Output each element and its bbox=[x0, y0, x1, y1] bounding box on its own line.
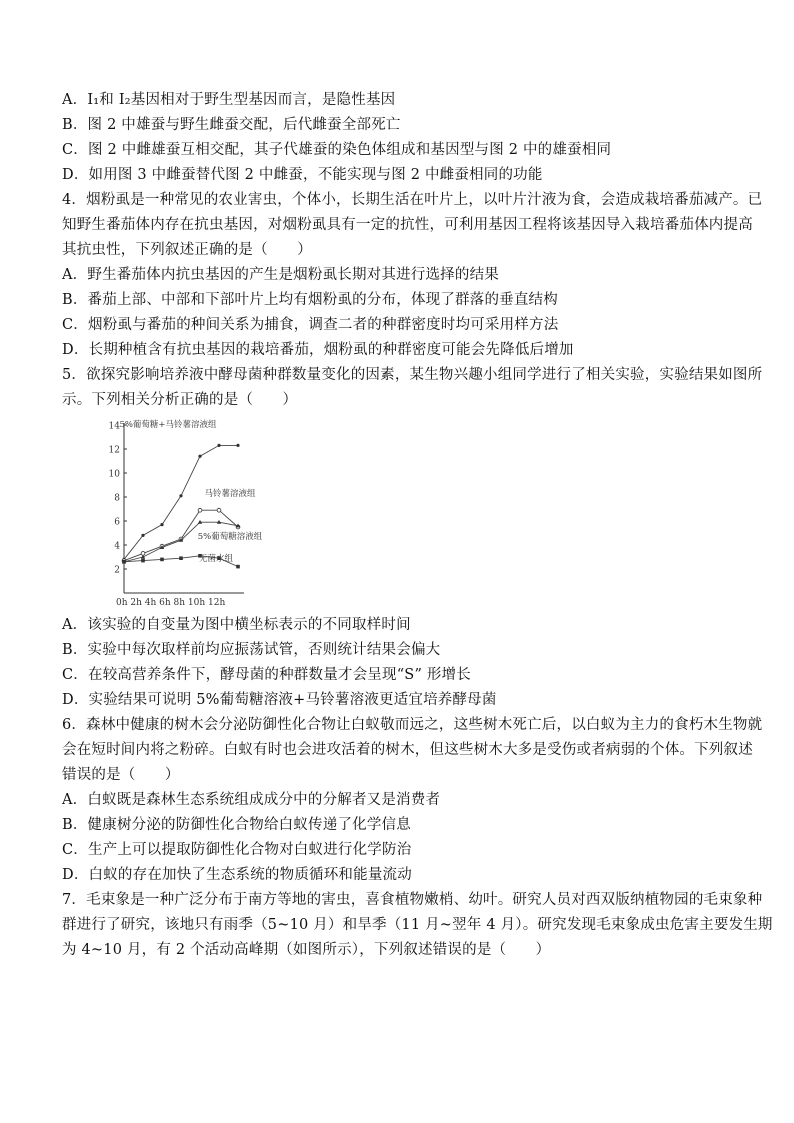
q7-stem-line: 为 4~10 月，有 2 个活动高峰期（如图所示），下列叙述错误的是（ ） bbox=[62, 942, 551, 958]
q6-option-d: D．白蚁的存在加快了生态系统的物质循环和能量流动 bbox=[62, 867, 412, 883]
q5-stem-line: 示。下列相关分析正确的是（ ） bbox=[62, 392, 298, 408]
y-tick-label: 10 bbox=[108, 469, 120, 480]
q4-option-d: D．长期种植含有抗虫基因的栽培番茄，烟粉虱的种群密度可能会先降低后增加 bbox=[62, 342, 574, 358]
data-point bbox=[236, 565, 240, 569]
x-tick-labels: 0h 2h 4h 6h 8h 10h 12h bbox=[116, 598, 226, 608]
question-7 bbox=[62, 888, 773, 963]
q7-stem-line: 群进行了研究，该地只有雨季（5~10 月）和旱季（11 月~翌年 4 月）。研究发现毛束象成虫危害主要发生期 bbox=[62, 917, 773, 933]
q6-stem-line: 会在短时间内将之粉碎。白蚁有时也会进攻活着的树木，但这些树木大多是受伤或者病弱的个体。下列叙述 bbox=[62, 742, 753, 758]
y-tick-label: 6 bbox=[114, 517, 120, 528]
question-4 bbox=[62, 188, 763, 363]
question-5 bbox=[62, 363, 763, 713]
data-point bbox=[122, 560, 126, 564]
y-tick-label: 8 bbox=[114, 493, 120, 504]
q6-stem-line: 6．森林中健康的树木会分泌防御性化合物让白蚁敬而远之，这些树木死亡后，以白蚁为主力的食朽木生物就 bbox=[62, 717, 763, 733]
data-point bbox=[198, 455, 201, 458]
q5-option-b: B．实验中每次取样前均应振荡试管，否则统计结果会偏大 bbox=[62, 642, 441, 658]
q4-stem-line: 其抗虫性，下列叙述正确的是（ ） bbox=[62, 242, 312, 258]
data-point bbox=[217, 508, 221, 512]
series-label: 5%葡萄糖+马铃薯溶液组 bbox=[119, 420, 217, 430]
q4-option-a: A．野生番茄体内抗虫基因的产生是烟粉虱长期对其进行选择的结果 bbox=[62, 267, 499, 283]
series-line bbox=[124, 445, 238, 559]
q6-option-c: C．生产上可以提取防御性化合物对白蚁进行化学防治 bbox=[62, 842, 412, 858]
q6-option-a: A．白蚁既是森林生态系统组成成分中的分解者又是消费者 bbox=[62, 792, 441, 808]
q3-options bbox=[62, 88, 742, 188]
q4-option-c: C．烟粉虱与番茄的种间关系为捕食，调查二者的种群密度时均可采用样方法 bbox=[62, 317, 559, 333]
q5-option-a: A．该实验的自变量为图中横坐标表示的不同取样时间 bbox=[62, 617, 411, 633]
y-tick-label: 14 bbox=[108, 421, 120, 432]
question-6 bbox=[62, 713, 763, 888]
q6-option-b: B．健康树分泌的防御性化合物给白蚁传递了化学信息 bbox=[62, 817, 411, 833]
data-point bbox=[179, 494, 182, 497]
data-point bbox=[160, 558, 164, 562]
q5-option-c: C．在较高营养条件下，酵母菌的种群数量才会呈现“S” 形增长 bbox=[62, 667, 471, 683]
data-point bbox=[141, 559, 145, 563]
q3-option-a: A．I₁和 I₂基因相对于野生型基因而言，是隐性基因 bbox=[62, 92, 396, 108]
q4-option-b: B．番茄上部、中部和下部叶片上均有烟粉虱的分布，体现了群落的垂直结构 bbox=[62, 292, 558, 308]
series-label: 5%葡萄糖溶液组 bbox=[197, 532, 263, 542]
q3-option-d: D．如用图 3 中雌蚕替代图 2 中雌蚕，不能实现与图 2 中雌蚕相同的功能 bbox=[62, 167, 543, 183]
q4-stem-line: 知野生番茄体内存在抗虫基因，对烟粉虱具有一定的抗性，可利用基因工程将该基因导入栽培番茄体内提高 bbox=[62, 217, 753, 233]
q4-stem-line: 4．烟粉虱是一种常见的农业害虫，个体小，长期生活在叶片上，以叶片汁液为食，会造成栽培番茄减产。已 bbox=[62, 192, 763, 208]
data-point bbox=[141, 534, 144, 537]
q3-option-c: C．图 2 中雌雄蚕互相交配，其子代雄蚕的染色体组成和基因型与图 2 中的雄蚕相同 bbox=[62, 142, 612, 158]
data-point bbox=[217, 444, 220, 447]
y-tick-label: 4 bbox=[114, 541, 120, 552]
y-tick-label: 2 bbox=[114, 565, 120, 576]
y-tick-label: 12 bbox=[108, 445, 120, 456]
chart-svg bbox=[90, 417, 263, 608]
exam-page bbox=[62, 88, 773, 963]
q3-option-b: B．图 2 中雄蚕与野生雌蚕交配，后代雌蚕全部死亡 bbox=[62, 117, 401, 133]
data-point bbox=[236, 444, 239, 447]
q7-stem-line: 7．毛束象是一种广泛分布于南方等地的害虫，喜食植物嫩梢、幼叶。研究人员对西双版纳植物园的毛束象种 bbox=[62, 892, 763, 908]
series-label: 无菌水组 bbox=[198, 554, 234, 564]
series-label: 马铃薯溶液组 bbox=[204, 489, 256, 499]
yeast-growth-chart bbox=[90, 417, 263, 608]
q5-option-d: D．实验结果可说明 5%葡萄糖溶液+马铃薯溶液更适宜培养酵母菌 bbox=[62, 692, 497, 708]
data-point bbox=[198, 508, 202, 512]
data-point bbox=[179, 556, 183, 560]
q6-stem-line: 错误的是（ ） bbox=[62, 767, 180, 783]
q5-stem-line: 5．欲探究影响培养液中酵母菌种群数量变化的因素，某生物兴趣小组同学进行了相关实验，实验结果如图所 bbox=[62, 367, 763, 383]
data-point bbox=[160, 523, 163, 526]
